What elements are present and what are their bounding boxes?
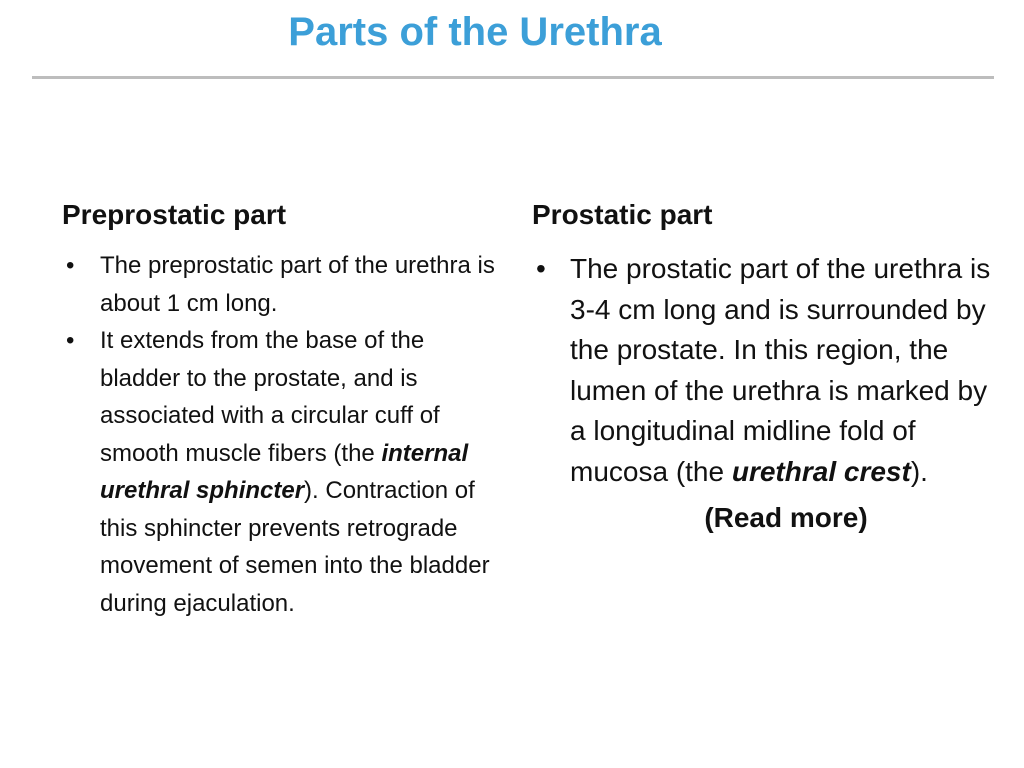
list-item — [62, 322, 502, 622]
bullet-text: ). Contraction of this sphincter prevents retrograde movement of semen into the bladder during ejaculation. — [100, 477, 490, 617]
bullet-text: ). — [910, 455, 928, 487]
preprostatic-heading: Preprostatic part — [62, 199, 287, 230]
preprostatic-bullets — [62, 247, 502, 622]
read-more-link[interactable]: (Read more) — [704, 502, 868, 533]
list-item — [62, 247, 502, 322]
bullet-icon: • — [66, 252, 75, 279]
bullet-text: The preprostatic part of the urethra is about 1 cm long. — [100, 252, 495, 317]
title-divider — [32, 76, 994, 79]
prostatic-heading: Prostatic part — [532, 199, 713, 230]
bullet-text: It extends from the base of the bladder to the prostate, and is associated with a circular cuff of smooth muscle fibers (the — [100, 327, 440, 467]
prostatic-bullets — [532, 249, 1002, 492]
emphasis-term: internal urethral sphincter — [100, 439, 469, 504]
bullet-icon: • — [66, 327, 75, 354]
list-item — [532, 249, 1002, 492]
slide-title: Parts of the Urethra — [288, 10, 662, 54]
emphasis-term: urethral crest — [731, 455, 911, 487]
preprostatic-column — [62, 195, 502, 622]
prostatic-column — [532, 195, 1002, 538]
bullet-text: The prostatic part of the urethra is 3-4 cm long and is surrounded by the prostate. In this region, the lumen of the urethra is marked by a longitudinal midline fold of mucosa (the — [570, 253, 991, 487]
bullet-icon: • — [536, 253, 546, 284]
